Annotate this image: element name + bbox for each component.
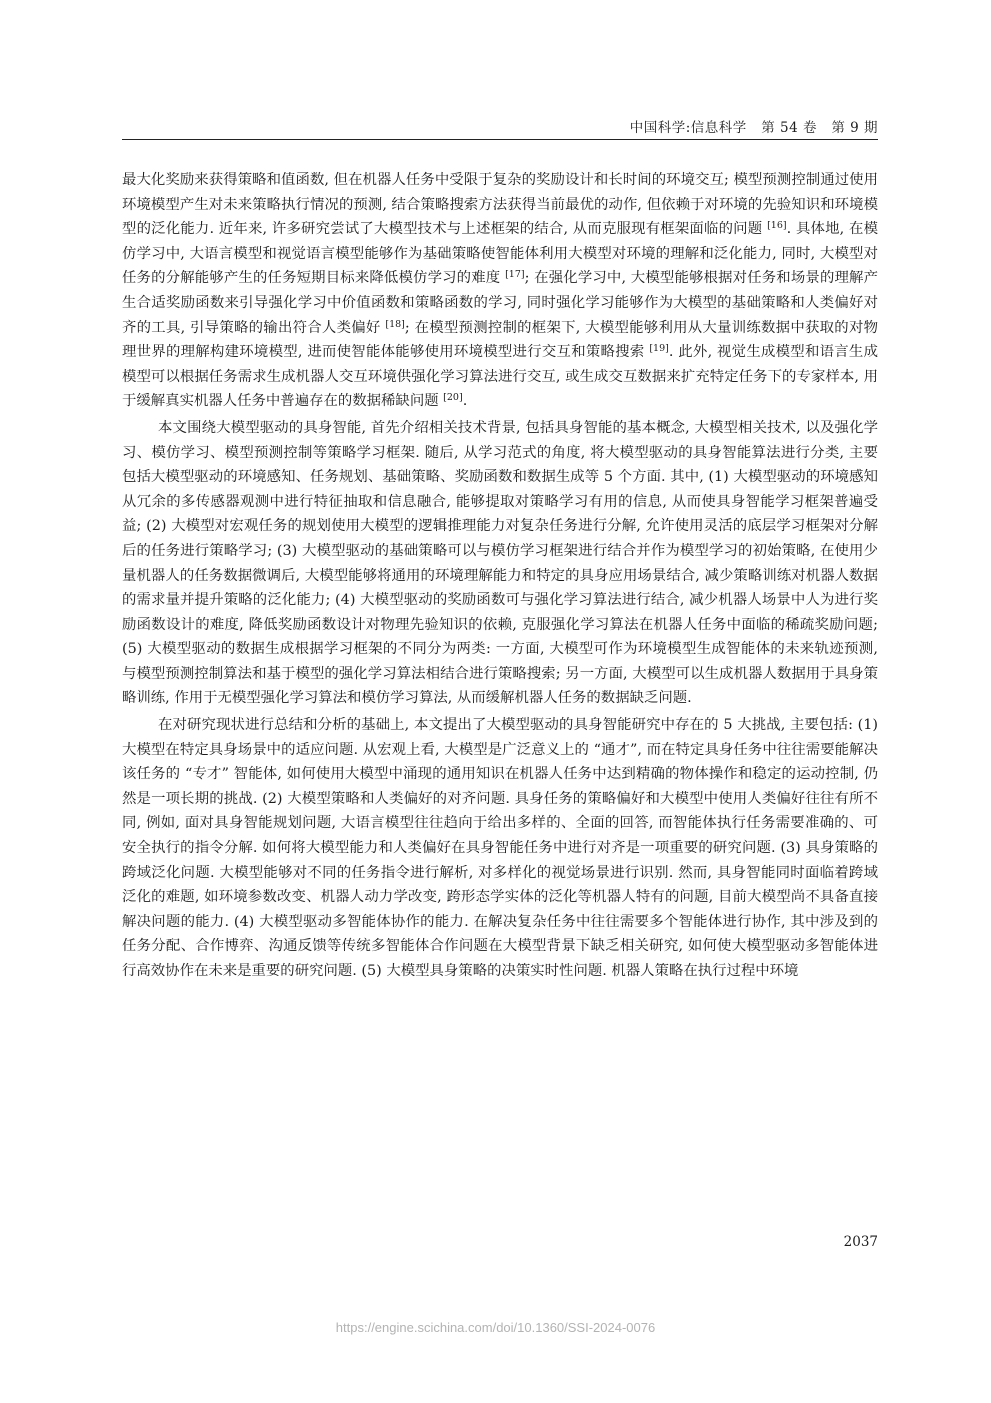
header-rule bbox=[122, 139, 878, 140]
text-run: . bbox=[462, 393, 468, 410]
page-number: 2037 bbox=[843, 1234, 878, 1250]
issue-number: 第 9 期 bbox=[831, 120, 878, 136]
paragraph bbox=[122, 168, 878, 414]
volume-number: 第 54 卷 bbox=[761, 120, 817, 136]
paragraph bbox=[122, 416, 878, 711]
paragraph bbox=[122, 713, 878, 984]
text-run: ; 在强化学习中, 大模型能够根据对任务和场景的理解产生合适奖励函数来引导强化学习中价值函数和策略函数的学习, 同时强化学习能够作为大模型的基础策略和人类偏好对齐的工具, 引导策略的输出符合人类偏好 bbox=[122, 270, 879, 336]
text-run: 在对研究现状进行总结和分析的基础上, 本文提出了大模型驱动的具身智能研究中存在的 5 大挑战, 主要包括: (1) 大模型在特定具身场景中的适应问题. 从宏观上看, 大模型是广泛意义上的 “通才”, 而在特定具身任务中往往需要能解决该任务的 “专才” 智能体, 如何使用大模型中涌现的通用知识在机器人任务中达到精确的物体操作和稳定的运动控制, 仍然是一项长期的挑战. (2) 大模型策略和人类偏好的对齐问题. 具身任务的策略偏好和大模型中使用人类偏好往往有所不同, 例如, 面对具身智能规划问题, 大语言模型往往趋向于给出多样的、全面的回答, 而智能体执行任务需要准确的、可安全执行的指令分解. 如何将大模型能力和人类偏好在具身智能任务中进行对齐是一项重要的研究问题. (3) 具身策略的跨域泛化问题. 大模型能够对不同的任务指令进行解析, 对多样化的视觉场景进行识别. 然而, 具身智能同时面临着跨域泛化的难题, 如环境参数改变、机器人动力学改变, 跨形态学实体的泛化等机器人特有的问题, 目前大模型尚不具备直接解决问题的能力. (4) 大模型驱动多智能体协作的能力. 在解决复杂任务中往往需要多个智能体进行协作, 其中涉及到的任务分配、合作博弈、沟通反馈等传统多智能体合作问题在大模型背景下缺乏相关研究, 如何使大模型驱动多智能体进行高效协作在未来是重要的研究问题. (5) 大模型具身策略的决策实时性问题. 机器人策略在执行过程中环境 bbox=[122, 717, 878, 979]
text-run: . 此外, 视觉生成模型和语言生成模型可以根据任务需求生成机器人交互环境供强化学习算法进行交互, 或生成交互数据来扩充特定任务下的专家样本, 用于缓解真实机器人任务中普遍存在的数据稀缺问题 bbox=[122, 344, 878, 410]
body-text bbox=[122, 168, 878, 984]
text-run: ; 在模型预测控制的框架下, 大模型能够利用从大量训练数据中获取的对物理世界的理解构建环境模型, 进而使智能体能够使用环境模型进行交互和策略搜索 bbox=[122, 319, 878, 361]
running-header bbox=[122, 116, 878, 136]
citation-ref[interactable]: [19] bbox=[649, 343, 669, 355]
doi-link[interactable]: https://engine.scichina.com/doi/10.1360/SSI-2024-0076 bbox=[335, 1320, 656, 1335]
text-run: . 具体地, 在模仿学习中, 大语言模型和视觉语言模型能够作为基础策略使智能体利用大模型对环境的理解和泛化能力, 同时, 大模型对任务的分解能够产生的任务短期目标来降低模仿学习的难度 bbox=[122, 221, 878, 287]
citation-ref[interactable]: [18] bbox=[385, 318, 405, 330]
text-run: 本文围绕大模型驱动的具身智能, 首先介绍相关技术背景, 包括具身智能的基本概念, 大模型相关技术, 以及强化学习、模仿学习、模型预测控制等策略学习框架. 随后, 从学习范式的角度, 将大模型驱动的具身智能算法进行分类, 主要包括大模型驱动的环境感知、任务规划、基础策略、奖励函数和数据生成等 5 个方面. 其中, (1) 大模型驱动的环境感知从冗余的多传感器观测中进行特征抽取和信息融合, 能够提取对策略学习有用的信息, 从而使具身智能学习框架普遍受益; (2) 大模型对宏观任务的规划使用大模型的逻辑推理能力对复杂任务进行分解, 允许使用灵活的底层学习框架对分解后的任务进行策略学习; (3) 大模型驱动的基础策略可以与模仿学习框架进行结合并作为模型学习的初始策略, 在使用少量机器人的任务数据微调后, 大模型能够将通用的环境理解能力和特定的具身应用场景结合, 减少策略训练对机器人数据的需求量并提升策略的泛化能力; (4) 大模型驱动的奖励函数可与强化学习算法进行结合, 减少机器人场景中人为进行奖励函数设计的难度, 降低奖励函数设计对物理先验知识的依赖, 克服强化学习算法在机器人任务中面临的稀疏奖励问题; (5) 大模型驱动的数据生成根据学习框架的不同分为两类: 一方面, 大模型可作为环境模型生成智能体的未来轨迹预测, 与模型预测控制算法和基于模型的强化学习算法相结合进行策略搜索; 另一方面, 大模型可以生成机器人数据用于具身策略训练, 作用于无模型强化学习算法和模仿学习算法, 从而缓解机器人任务的数据缺乏问题. bbox=[122, 419, 878, 707]
citation-ref[interactable]: [20] bbox=[443, 392, 463, 404]
citation-ref[interactable]: [16] bbox=[767, 220, 787, 232]
text-run: 最大化奖励来获得策略和值函数, 但在机器人任务中受限于复杂的奖励设计和长时间的环境交互; 模型预测控制通过使用环境模型产生对未来策略执行情况的预测, 结合策略搜索方法获得当前最优的动作, 但依赖于对环境的先验知识和环境模型的泛化能力. 近年来, 许多研究尝试了大模型技术与上述框架的结合, 从而克服现有框架面临的问题 bbox=[122, 172, 878, 238]
citation-ref[interactable]: [17] bbox=[505, 269, 525, 281]
journal-name: 中国科学:信息科学 bbox=[629, 120, 747, 136]
